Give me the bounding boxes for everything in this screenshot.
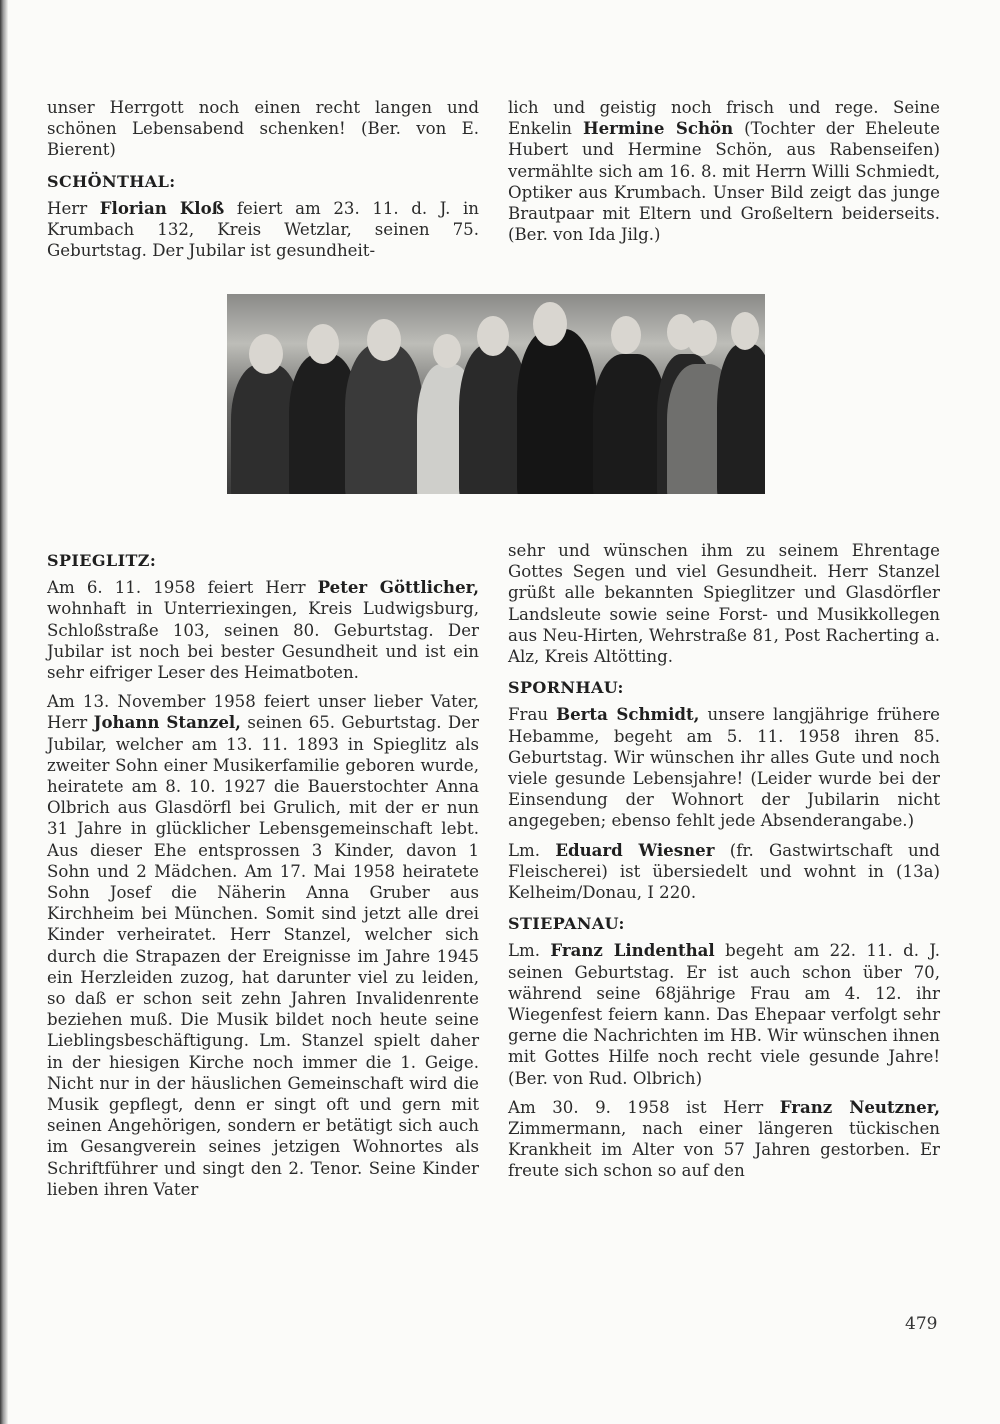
paragraph: unser Herrgott noch einen recht langen und schönen Lebensabend schenken! (Ber. von E. Bierent) <box>47 98 479 160</box>
page-number: 479 <box>905 1314 938 1334</box>
person-name: Hermine Schön <box>582 118 734 139</box>
paragraph: Am 13. November 1958 feiert unser lieber Vater, Herr Johann Stanzel, seinen 65. Geburtstag. Der Jubilar, welcher am 13. 11. 1893 in Spieglitz als zweiter Sohn einer Musikerfamilie geboren wurde, heiratete am 8. 10. 1927 die Bauerstochter Anna Olbrich aus Glasdörfl bei Grulich, mit der er nun 31 Jahre in glücklicher Lebensgemeinschaft lebt. Aus dieser Ehe entsprossen 3 Kinder, davon 1 Sohn und 2 Mädchen. Am 17. Mai 1958 heiratete Sohn Josef die Näherin Anna Gruber aus Kirchheim bei München. Somit sind jetzt alle drei Kinder verheiratet. Herr Stanzel, welcher sich durch die Strapazen der Ereignisse im Jahre 1945 ein Herzleiden zuzog, hat darunter viel zu leiden, so daß er schon seit zehn Jahren Invalidenrente beziehen muß. Die Musik bildet noch heute seine Lieblingsbeschäftigung. Lm. Stanzel spielt daher in der hiesigen Kirche noch immer die 1. Geige. Nicht nur in der häuslichen Gemeinschaft wird die Musik gepflegt, denn er singt oft und gern mit seinen Angehörigen, sondern er betätigt sich auch im Gesangverein seines jetzigen Wohnortes als Schriftführer und singt den 2. Tenor. Seine Kinder lieben ihren Vater <box>47 692 479 1199</box>
section-heading-spornhau: SPORNHAU: <box>508 678 624 698</box>
paragraph: Herr Florian Kloß feiert am 23. 11. d. J. in Krumbach 132, Kreis Wetzlar, seinen 75. Geburtstag. Der Jubilar ist gesundheit- <box>47 197 479 261</box>
paragraph: Lm. Franz Lindenthal begeht am 22. 11. d. J. seinen Geburtstag. Er ist auch schon über 70, während seine 68jährige Frau am 4. 12. ihr Wiegenfest feiern kann. Das Ehepaar verfolgt sehr gerne die Nachrichten im HB. Wir wünschen ihnen mit Gottes Hilfe noch recht viele gesunde Jahre! (Ber. von Rud. Olbrich) <box>508 940 940 1088</box>
wedding-group-photo <box>227 294 765 494</box>
column-bottom-right <box>508 540 940 1190</box>
column-top-left <box>47 97 479 269</box>
column-bottom-left <box>47 540 479 1208</box>
section-heading-spieglitz: SPIEGLITZ: <box>47 551 157 570</box>
section-heading-stiepanau: STIEPANAU: <box>508 914 625 934</box>
section-heading-schoenthal: SCHÖNTHAL: <box>47 171 176 191</box>
paragraph: sehr und wünschen ihm zu seinem Ehrentage Gottes Segen und viel Gesundheit. Herr Stanzel grüßt alle bekannten Spieglitzer und Glasdörfler Landsleute sowie seine Forst- und Musikkollegen aus Neu-Hirten, Wehrstraße 81, Post Racherting a. Alz, Kreis Altötting. <box>508 541 940 667</box>
person-name: Berta Schmidt, <box>556 704 700 725</box>
person-name: Franz Lindenthal <box>550 940 715 961</box>
paragraph: Frau Berta Schmidt, unsere langjährige frühere Hebamme, begeht am 5. 11. 1958 ihren 85. Geburtstag. Wir wünschen ihr alles Gute und noch viele gesunde Lebensjahre! (Leider wurde bei der Einsendung der Wohnort der Jubilarin nicht angegeben; ebenso fehlt jede Absenderangabe.) <box>508 704 940 831</box>
paragraph: lich und geistig noch frisch und rege. Seine Enkelin Hermine Schön (Tochter der Eheleute Hubert und Hermine Schön, aus Rabenseifen) vermählte sich am 16. 8. mit Herrn Willi Schmiedt, Optiker aus Krumbach. Unser Bild zeigt das junge Brautpaar mit Eltern und Großeltern beiderseits. (Ber. von Ida Jilg.) <box>508 98 940 245</box>
paragraph: Am 30. 9. 1958 ist Herr Franz Neutzner, Zimmermann, nach einer längeren tückischen Krankheit im Alter von 57 Jahren gestorben. Er freute sich schon so auf den <box>508 1096 941 1181</box>
person-name: Eduard Wiesner <box>555 839 715 860</box>
person-name: Florian Kloß <box>99 197 225 218</box>
binding-gutter <box>0 0 8 1424</box>
paragraph: Lm. Eduard Wiesner (fr. Gastwirtschaft und Fleischerei) ist übersiedelt und wohnt in (13a) Kelheim/Donau, I 220. <box>508 839 940 903</box>
person-name: Peter Göttlicher, <box>317 577 479 598</box>
person-name: Franz Neutzner, <box>779 1096 941 1117</box>
person-name: Johann Stanzel, <box>93 712 241 733</box>
paragraph: Am 6. 11. 1958 feiert Herr Peter Göttlicher, wohnhaft in Unterriexingen, Kreis Ludwigsburg, Schloßstraße 103, seinen 80. Geburtstag. Der Jubilar ist noch bei bester Gesundheit und ist ein sehr eifriger Leser des Heimatboten. <box>47 577 479 683</box>
column-top-right <box>508 97 940 253</box>
